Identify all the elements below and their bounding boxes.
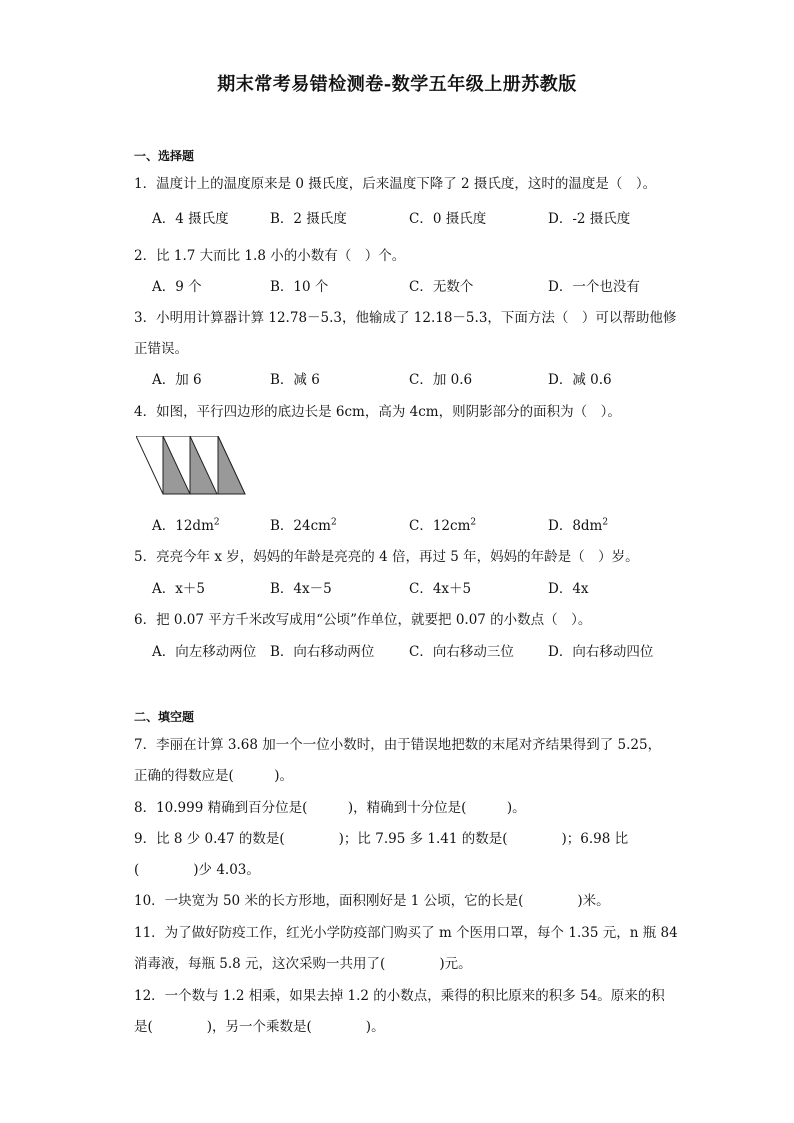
question-12-line-2: 是( )，另一个乘数是( )。	[134, 1019, 385, 1035]
option-b: B．2 摄氏度	[270, 211, 347, 227]
option-d: D．一个也没有	[548, 279, 640, 295]
option-d: D．-2 摄氏度	[548, 211, 631, 227]
question-11-line-1: 11．为了做好防疫工作，红光小学防疫部门购买了 m 个医用口罩，每个 1.35 元，n 瓶 84	[134, 925, 678, 941]
option-c: C．无数个	[409, 279, 474, 295]
question-7-line-2: 正确的得数应是( )。	[134, 768, 294, 784]
question-10: 10．一块宽为 50 米的长方形地，面积刚好是 1 公顷，它的长是( )米。	[134, 893, 610, 909]
question-8: 8．10.999 精确到百分位是( )，精确到十分位是( )。	[134, 800, 526, 816]
option-c: C．4x＋5	[409, 581, 472, 597]
page-title: 期末常考易错检测卷-数学五年级上册苏教版	[217, 74, 577, 95]
question-9-line-1: 9．比 8 少 0.47 的数是( )；比 7.95 多 1.41 的数是( )；6.98 比	[134, 831, 629, 847]
question-4: 4．如图，平行四边形的底边长是 6cm，高为 4cm，则阴影部分的面积为（ ）。	[134, 404, 621, 420]
parallelogram-figure	[136, 436, 248, 498]
section-heading-fill: 二、填空题	[134, 710, 195, 724]
question-1-options	[152, 207, 712, 227]
question-7-line-1: 7．李丽在计算 3.68 加一个一位小数时，由于错误地把数的末尾对齐结果得到了 5.25，	[134, 737, 662, 753]
option-b: B．向右移动两位	[270, 644, 375, 660]
option-d: D．减 0.6	[548, 372, 612, 388]
section-heading-choice: 一、选择题	[134, 149, 195, 163]
option-a: A．$12dm^2$	[152, 517, 220, 534]
question-2: 2．比 1.7 大而比 1.8 小的小数有（ ）个。	[134, 248, 406, 264]
question-9-line-2: ( )少 4.03。	[134, 862, 260, 878]
question-1: 1．温度计上的温度原来是 0 摄氏度，后来温度下降了 2 摄氏度，这时的温度是（ ）。	[134, 176, 657, 192]
option-a: A．x＋5	[152, 581, 205, 597]
question-12-line-1: 12．一个数与 1.2 相乘，如果去掉 1.2 的小数点，乘得的积比原来的积多 54。原来的积	[134, 988, 665, 1004]
option-a: A．4 摄氏度	[152, 211, 229, 227]
option-c: C．加 0.6	[409, 372, 473, 388]
option-b: B．10 个	[270, 279, 329, 295]
option-c: C．向右移动三位	[409, 644, 514, 660]
option-c: C．0 摄氏度	[409, 211, 487, 227]
option-c: C．$12cm^2$	[409, 517, 477, 534]
option-d: D．4x	[548, 581, 589, 597]
option-b: B．$24cm^2$	[270, 517, 337, 534]
option-b: B．4x－5	[270, 581, 332, 597]
question-5: 5．亮亮今年 x 岁，妈妈的年龄是亮亮的 4 倍，再过 5 年，妈妈的年龄是（ ）岁。	[134, 549, 639, 565]
option-a: A．9 个	[152, 279, 202, 295]
question-11-line-2: 消毒液，每瓶 5.8 元，这次采购一共用了( )元。	[134, 956, 472, 972]
option-a: A．向左移动两位	[152, 644, 257, 660]
option-b: B．减 6	[270, 372, 320, 388]
shaded-triangle-3	[218, 436, 245, 494]
option-a: A．加 6	[152, 372, 202, 388]
question-2-options	[152, 275, 712, 295]
question-3-line-1: 3．小明用计算器计算 12.78－5.3，他输成了 12.18－5.3，下面方法（ ）可以帮助他修	[134, 310, 677, 326]
question-6: 6．把 0.07 平方千米改写成用“公顷”作单位，就要把 0.07 的小数点（ ）。	[134, 612, 592, 628]
option-d: D．向右移动四位	[548, 644, 654, 660]
question-6-options	[152, 640, 712, 660]
question-3-options	[152, 368, 712, 388]
question-4-options	[152, 514, 712, 534]
question-3-line-2: 正错误。	[134, 341, 188, 357]
option-d: D．$8dm^2$	[548, 517, 609, 534]
question-5-options	[152, 577, 712, 597]
